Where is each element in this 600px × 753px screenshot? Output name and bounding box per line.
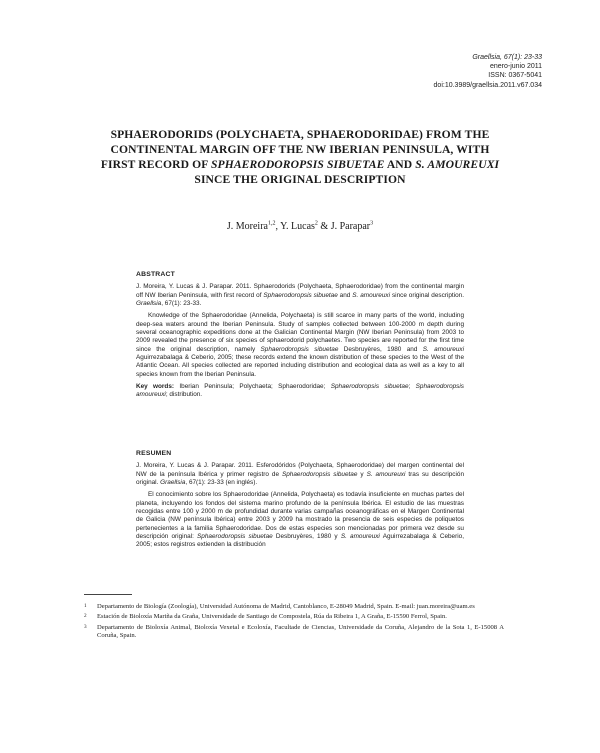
- author-moreira-affiliation: 1,2: [267, 220, 276, 227]
- journal-date: enero-junio 2011: [489, 63, 542, 71]
- author-list: [0, 221, 600, 232]
- resumen-citation-species2: S. amoureuxi: [366, 470, 406, 478]
- author-separator: &: [317, 221, 331, 232]
- author-parapar-affiliation: 3: [370, 220, 374, 227]
- resumen-citation: [136, 462, 464, 487]
- keywords-label: Key words:: [136, 383, 175, 391]
- footnote-text: Departamento de Biología (Zoología), Universidad Autónoma de Madrid, Cantoblanco, E-28049 Madrid, Spain. E-mail: juan.moreira@uam.es: [97, 603, 475, 610]
- title-species1: SPHAERODOROPSIS SIBUETAE: [211, 158, 385, 171]
- resumen-citation-text2: tras su descripción original.: [136, 470, 465, 487]
- resumen-section: [136, 450, 464, 550]
- title-and: AND: [386, 158, 413, 171]
- author-moreira: J. Moreira: [226, 221, 268, 232]
- abstract-body: [136, 312, 464, 379]
- abstract-body-text3: Aguirrezabalaga & Ceberio, 2005; these records extend the known distribution of these species to the West of the Atlantic Ocean. All species collected are reported including distribution and ecological data as well as a key to all species known from the Iberian Peninsula.: [136, 354, 464, 378]
- footnote-divider: [84, 594, 132, 595]
- title-part2: SINCE THE ORIGINAL DESCRIPTION: [194, 173, 406, 186]
- author-lucas: Y. Lucas: [280, 221, 315, 232]
- footnote-marker: 2: [84, 613, 87, 620]
- journal-issn: ISSN: 0367-5041: [488, 72, 542, 80]
- abstract-citation-text: J. Moreira, Y. Lucas & J. Parapar. 2011. Sphaerodorids (Polychaeta, Sphaerodoridae) from the continental margin off NW Iberian Peninsula, with first record of: [136, 283, 464, 299]
- abstract-citation-journal: Graellsia: [136, 300, 162, 308]
- author-separator: ,: [275, 221, 281, 232]
- footnote-marker: 3: [84, 623, 87, 630]
- resumen-body: [136, 491, 464, 549]
- abstract-citation-species1: Sphaerodoropsis sibuetae: [263, 291, 338, 299]
- article-title: [96, 127, 504, 187]
- footnote-text: Estación de Bioloxía Mariña da Graña, Universidade de Santiago de Compostela, Rúa da Ribeira 1, A Graña, E-15590 Ferrol, Spain.: [97, 613, 447, 621]
- journal-doi: doi:10.3989/graellsia.2011.v67.034: [433, 81, 542, 89]
- resumen-body-text2: Desbruyères, 1980 y: [275, 533, 338, 541]
- footnote-item: [84, 613, 504, 621]
- abstract-citation: [136, 283, 464, 308]
- resumen-citation-volume: , 67(1): 23-33 (en inglés).: [185, 479, 258, 487]
- abstract-body-text: Knowledge of the Sphaerodoridae (Annelida, Polychaeta) is still scarce in many parts of the world, including deep-sea waters around the Iberian Peninsula. Study of samples collected between 100-2000 m depth during several oceanographic expeditions done at the Galician Continental Margin (NW Iberian Peninsula) from 2003 to 2009 revealed the presence of six species of sphaerodorid polychaetes. Two species are reported for the first time since the original description, namely: [136, 312, 464, 353]
- footnotes: [84, 603, 504, 643]
- abstract-citation-species2: S. amoureuxi: [352, 291, 391, 299]
- abstract-citation-and: and: [339, 291, 351, 299]
- author-parapar: J. Parapar: [330, 221, 371, 232]
- footnote-item: [84, 603, 504, 611]
- resumen-citation-text: J. Moreira, Y. Lucas & J. Parapar. 2011. Esferodóridos (Polychaeta, Sphaerodoridae) del margen continental del NW de la península Ibérica y primer registro de: [136, 462, 464, 478]
- resumen-body-species2: S. amoureuxi: [340, 533, 380, 541]
- resumen-heading: RESUMEN: [136, 450, 172, 457]
- abstract-body-species1: Sphaerodoropsis sibuetae: [260, 345, 339, 353]
- resumen-body-text3: Aguirrezabalaga & Ceberio, 2005; estos registros extienden la distribución: [136, 533, 464, 549]
- keywords: [136, 383, 464, 400]
- keywords-text: Iberian Peninsula; Polychaeta; Sphaerodoridae;: [179, 383, 326, 391]
- journal-header: [342, 53, 542, 90]
- abstract-citation-volume: , 67(1): 23-33.: [161, 300, 202, 308]
- abstract-body-species2: S. amoureuxi: [422, 345, 465, 353]
- abstract-heading: ABSTRACT: [136, 271, 175, 278]
- keywords-text2: ; distribution.: [165, 391, 203, 399]
- footnote-item: [84, 624, 504, 641]
- author-lucas-affiliation: 2: [314, 220, 318, 227]
- abstract-body-text2: Desbruyères, 1980 and: [343, 345, 418, 353]
- footnote-text: Departamento de Bioloxía Animal, Bioloxía Vexetal e Ecoloxía, Facultade de Ciencias, Universidade da Coruña, Alejandro de la Sota 1, E-15008 A Coruña, Spain.: [97, 623, 504, 640]
- resumen-citation-species1: Sphaerodoropsis sibuetae: [281, 470, 358, 478]
- footnote-marker: 1: [84, 603, 87, 609]
- journal-citation: Graellsia, 67(1): 23-33: [472, 54, 542, 61]
- resumen-citation-journal: Graellsia: [160, 479, 186, 487]
- title-part1: SPHAERODORIDS (POLYCHAETA, SPHAERODORIDAE) FROM THE CONTINENTAL MARGIN OFF THE NW IBERIAN PENINSULA, WITH FIRST RECORD OF: [100, 128, 490, 171]
- abstract-citation-text2: since original description.: [391, 291, 464, 299]
- keywords-separator: ;: [408, 383, 411, 391]
- resumen-citation-y: y: [360, 470, 364, 478]
- title-species2: S. AMOUREUXI: [415, 158, 500, 171]
- abstract-section: [136, 271, 464, 400]
- resumen-body-text: El conocimiento sobre los Sphaerodoridae (Annelida, Polychaeta) es todavía insuficiente en muchas partes del planeta, incluyendo los fondos del sistema marino profundo de la península Ibérica. El estudio de las muestras recogidas entre 100 y 2000 m de profundidad durante varias campañas oceanográficas en el Margen Continental de Galicia (NW península Ibérica) entre 2003 y 2009 ha mostrado la presencia de seis especies de poliquetos pertenecientes a la familia Sphaerodoridae. Dos de estas especies son mencionadas por primera vez desde su descripción original:: [136, 491, 464, 541]
- keywords-species2: Sphaerodoropsis amoureuxi: [136, 383, 464, 399]
- resumen-body-species1: Sphaerodoropsis sibuetae: [197, 533, 273, 541]
- keywords-species1: Sphaerodoropsis sibuetae: [330, 383, 409, 391]
